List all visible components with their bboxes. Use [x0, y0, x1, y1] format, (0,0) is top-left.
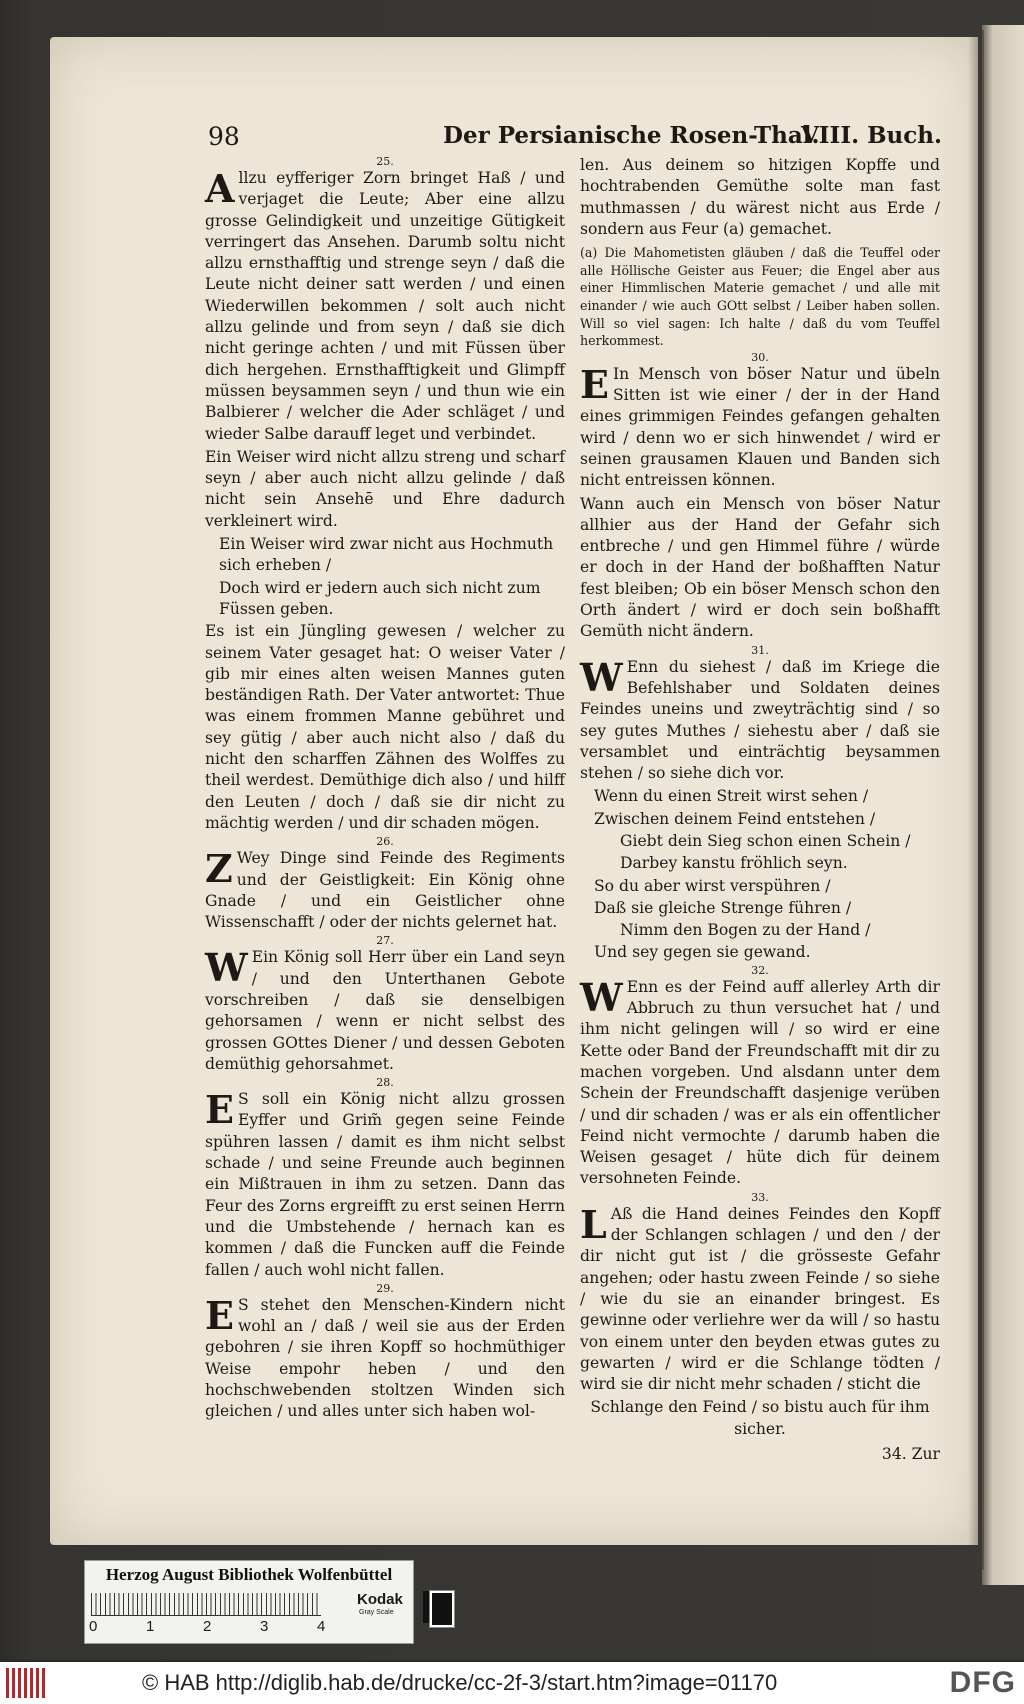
- verse-line: Zwischen deinem Feind entstehen /: [594, 809, 876, 828]
- gray-scale-label: Gray Scale: [359, 1609, 394, 1616]
- hab-logo-icon: [6, 1668, 46, 1698]
- paragraph-text: In Mensch von böser Natur und übeln Sitten ist wie einer / der in der Hand eines grimmigen Feindes gefangen gehalten wird / denn wo er sich hinwendet / wird er seinen grausamen Klauen und Banden sich nicht entreissen können.: [580, 364, 940, 490]
- dfg-logo: DFG: [949, 1666, 1016, 1699]
- verse-line: Ein Weiser wird zwar nicht aus Hochmuth sich erheben /: [219, 535, 554, 575]
- scale-number: 3: [260, 1618, 269, 1635]
- scale-ruler: [91, 1593, 321, 1616]
- paragraph: [580, 974, 940, 1190]
- paragraph: [205, 1089, 565, 1281]
- drop-cap: W: [205, 945, 248, 991]
- verse-line: Doch wird er jedern auch sich nicht zum Füssen geben.: [219, 578, 541, 618]
- gray-swatch: [430, 1591, 454, 1627]
- drop-cap: A: [205, 166, 235, 211]
- scale-number: 1: [146, 1618, 155, 1635]
- scale-number: 4: [317, 1618, 326, 1635]
- footer-bar: [0, 1662, 1024, 1704]
- paragraph: [580, 494, 940, 643]
- verse-line: Darbey kanstu fröhlich seyn.: [620, 854, 848, 873]
- section-number: 25.: [376, 155, 394, 168]
- catchword: 34. Zur: [881, 1445, 940, 1463]
- library-name: Herzog August Bibliothek Wolfenbüttel: [105, 1565, 393, 1584]
- drop-cap: W: [580, 974, 623, 1020]
- page-number: 98: [208, 122, 240, 151]
- paragraph: [580, 1201, 940, 1396]
- paragraph-text: llzu eyfferiger Zorn bringet Haß / und verjaget die Leute; Aber eine allzu grosse Gelindigkeit und unzeitige Gütigkeit verringert das Ansehen. Darumb soltu nicht allzu ernsthafftig und strenge seyn / daß die Leute nicht deiner satt werden / und einen Wiederwillen bekommen / solt auch nicht allzu gelinde und from seyn / daß sie dich nicht geringe achten / und mit Füssen über dich hergehen. Ernsthafftigkeit und Glimpff müssen beysammen seyn / und thun wie ein Balbierer / welcher die Ader schläget / und wieder Salbe darauff leget und verbindet.: [205, 169, 565, 443]
- source-url[interactable]: © HAB http://diglib.hab.de/drucke/cc-2f-3/start.htm?image=01170: [142, 1670, 778, 1695]
- scale-number: 2: [203, 1618, 212, 1635]
- paragraph: [580, 155, 940, 240]
- paragraph: [205, 1292, 565, 1423]
- paragraph: [205, 621, 565, 834]
- right-column: [580, 155, 940, 1465]
- paragraph-end: Schlange den Feind / so bistu auch für ihm sicher.: [590, 1398, 930, 1438]
- verse-line: Giebt dein Sieg schon einen Schein /: [620, 831, 911, 850]
- section-number: 29.: [376, 1281, 394, 1295]
- paragraph-text: Enn es der Feind auff allerley Arth dir Abbruch zu thun versuchet hat / und ihm nicht gelingen will / so wird er eine Kette oder Band der Freundschafft mit dir zu machen vorgeben. Und alsdann unter dem Schein der Freundschafft dasjenige verüben / und dir schaden / was er als ein offentlicher Feind nicht vermochte / darumb haben die Weisen gesaget / hüte dich für deinem versohneten Feinde.: [580, 977, 940, 1188]
- verse-line: Wenn du einen Streit wirst sehen /: [594, 787, 869, 806]
- book-label: VIII. Buch.: [800, 122, 942, 149]
- drop-cap: E: [205, 1087, 234, 1133]
- verse-line: So du aber wirst verspühren /: [594, 876, 831, 895]
- paragraph: [205, 447, 565, 532]
- running-title: Der Persianische Rosen-Thal.: [443, 122, 820, 149]
- paragraph-text: Wey Dinge sind Feinde des Regiments und der Geistligkeit: Ein König ohne Gnade / und ein Geistlicher ohne Wissenschafft / oder der nichts gelernet hat.: [205, 849, 565, 932]
- section-number: 27.: [376, 934, 394, 948]
- verse-line: Und sey gegen sie gewand.: [594, 943, 811, 962]
- verse-line: Nimm den Bogen zu der Hand /: [620, 921, 871, 940]
- adjacent-page-edge: [982, 25, 1024, 1585]
- paragraph-text: Es ist ein Jüngling gewesen / welcher zu seinem Vater gesaget hat: O weiser Vater / gib mir eines alten weisen Mannes guten beständigen Rath. Der Vater antwortet: Thue was einem frommen Manne gebühret und sey gütig / aber auch nicht also / daß du nicht den scharffen Zähnen des Wolffes zu theil werdest. Demüthige dich also / und hilff den Leuten / doch / daß sie dir nicht zu mächtig werden / und dir schaden mögen.: [205, 622, 565, 832]
- paragraph-text: S stehet den Menschen-Kindern nicht wohl an / daß / weil sie aus der Erden gebohren / sie ihren Kopff so hochmüthiger Weise empohr heben / und den hochschwebenden stoltzen Winden sich gleichen / und alles unter sich haben wol-: [205, 1295, 565, 1421]
- paragraph: [205, 168, 565, 445]
- drop-cap: W: [580, 654, 623, 700]
- kodak-brand: Kodak: [357, 1591, 403, 1608]
- section-number: 32.: [751, 963, 769, 977]
- drop-cap: L: [580, 1201, 607, 1247]
- paragraph-text: Enn du siehest / daß im Kriege die Befehlshaber und Soldaten deines Feindes uneins und zweyträchtig sind / so sey gutes Muthes / siehestu aber / daß sie versamblet und einträchtig beysammen stehen / so siehe dich vor.: [580, 657, 940, 783]
- paragraph-text: len. Aus deinem so hitzigen Kopffe und hochtrabenden Gemüthe solte man fast muthmassen / du wärest nicht aus Erde / sondern aus Feur (a) gemachet.: [580, 156, 940, 238]
- section-number: 26.: [376, 835, 394, 849]
- paragraph: [580, 654, 940, 785]
- spine-shadow: [968, 30, 984, 1570]
- verse-line: Daß sie gleiche Strenge führen /: [594, 898, 852, 917]
- drop-cap: E: [580, 361, 609, 407]
- paragraph-text: S soll ein König nicht allzu grossen Eyffer und Grim̃ gegen seine Feinde spühren lassen / damit es ihm nicht selbst schade / und seine Freunde auch beginnen ein Mißtrauen in ihm zu setzen. Dann das Feur des Zorns ergreifft zu erst seinen Herrn und die Umbstehende / hernach kan es kommen / daß die Funcken auff die Feinde fallen / auch wohl nicht fallen.: [205, 1090, 565, 1279]
- section-number: 30.: [751, 350, 769, 364]
- paragraph-text: Wann auch ein Mensch von böser Natur allhier aus der Hand der Gefahr sich entbreche / und gen Himmel führe / würde er doch in der Hand der boßhafften Natur fest bleiben; Ob ein böser Mensch schon den Orth ändert / wird er doch sein boßhafft Gemüth nicht ändern.: [580, 494, 940, 641]
- paragraph-text: Ein Weiser wird nicht allzu streng und scharf seyn / aber auch nicht allzu gelinde / daß nicht sein Ansehē und Ehre dadurch verkleinert wird.: [205, 447, 565, 530]
- drop-cap: Z: [205, 846, 233, 892]
- drop-cap: E: [205, 1292, 234, 1338]
- footnote: (a) Die Mahometisten gläuben / daß die Teuffel oder alle Höllische Geister aus Feuer; die Engel aber aus einer Himmlischen Materie gemachet / und alle mit einander / wie auch GOtt selbst / Leiber haben sollen. Will so viel sagen: Ich halte / daß du vom Teuffel herkommest.: [580, 245, 940, 349]
- left-column: [205, 155, 565, 1425]
- paragraph: [205, 947, 565, 1075]
- section-number: 33.: [751, 1190, 769, 1204]
- section-number: 28.: [376, 1076, 394, 1090]
- section-number: 31.: [751, 643, 769, 657]
- scale-number: 0: [89, 1618, 98, 1635]
- paragraph: [205, 848, 565, 933]
- paragraph-text: Ein König soll Herr über ein Land seyn / und den Unterthanen Gebote vorschreiben / daß sie denselbigen gehorsamen / wenn er nicht selbst des grossen GOttes Diener / und dessen Geboten demüthig gehorsahmet.: [205, 948, 565, 1073]
- paragraph: [580, 361, 940, 492]
- paragraph-text: Aß die Hand deines Feindes den Kopff der Schlangen schlagen / und den / der dir nicht gut ist / die grösseste Gefahr angehen; oder hastu zween Feinde / so siehe / wie du sie an einander bringest. Es gewinne oder verliehre wer da will / so hastu von einem unter den beyden etwas gutes zu gewarten / wird er die Schlange tödten / wird sie dir nicht mehr schaden / sticht die: [580, 1204, 940, 1394]
- color-calibration-card: [84, 1560, 414, 1644]
